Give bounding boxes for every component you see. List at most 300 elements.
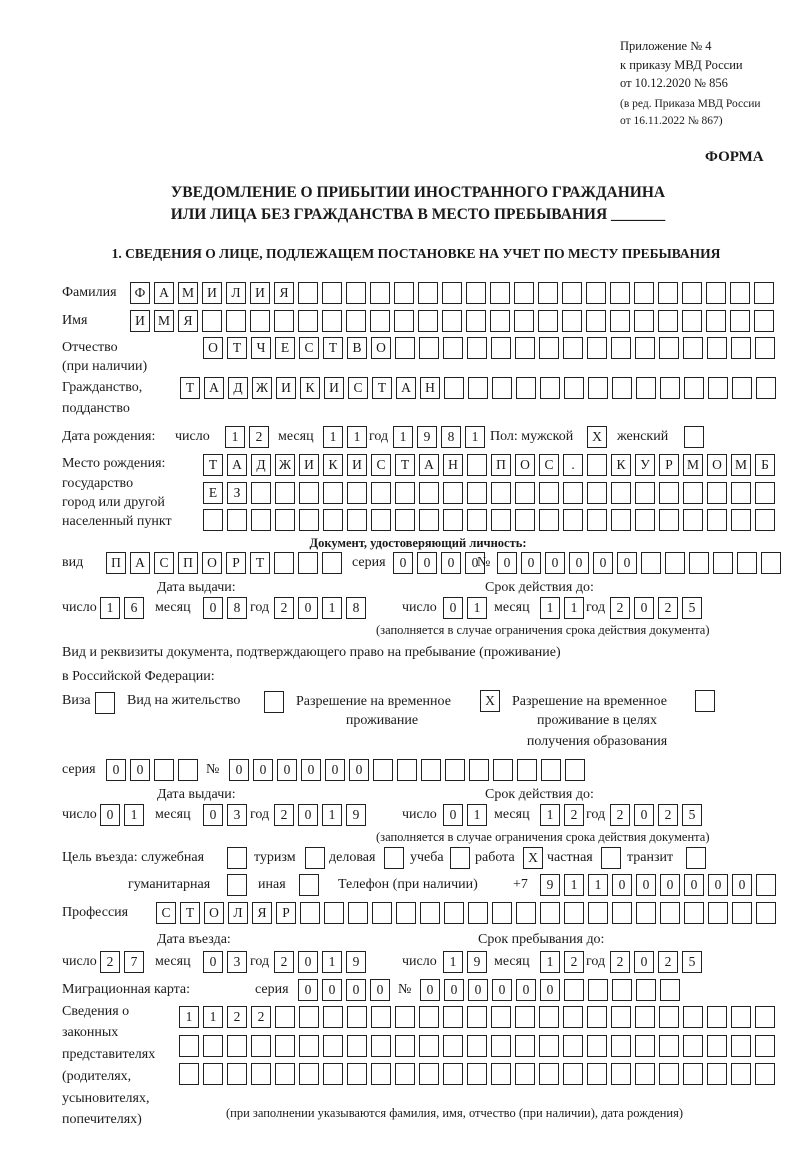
char-cell[interactable] (395, 1063, 415, 1085)
char-cell[interactable] (275, 1063, 295, 1085)
char-cell[interactable]: П (106, 552, 126, 574)
char-cell[interactable] (754, 282, 774, 304)
char-cell[interactable]: У (635, 454, 655, 476)
char-cell[interactable] (299, 482, 319, 504)
char-cell[interactable]: 0 (516, 979, 536, 1001)
char-cell[interactable] (227, 509, 247, 531)
char-cell[interactable] (684, 902, 704, 924)
char-cell[interactable]: П (491, 454, 511, 476)
char-cell[interactable] (731, 509, 751, 531)
char-cell[interactable]: М (178, 282, 198, 304)
char-cell[interactable]: З (227, 482, 247, 504)
char-cell[interactable] (695, 690, 715, 712)
char-cell[interactable] (371, 1035, 391, 1057)
char-cell[interactable] (683, 337, 703, 359)
char-cell[interactable] (394, 282, 414, 304)
char-cell[interactable]: А (204, 377, 224, 399)
char-cell[interactable]: О (204, 902, 224, 924)
char-cell[interactable] (731, 1063, 751, 1085)
char-cell[interactable] (612, 377, 632, 399)
migration-series-field[interactable] (298, 979, 394, 1001)
char-cell[interactable] (445, 759, 465, 781)
char-cell[interactable]: 0 (497, 552, 517, 574)
char-cell[interactable]: 2 (610, 804, 630, 826)
char-cell[interactable]: 6 (124, 597, 144, 619)
char-cell[interactable] (395, 1006, 415, 1028)
char-cell[interactable]: 8 (227, 597, 247, 619)
char-cell[interactable]: 9 (467, 951, 487, 973)
char-cell[interactable] (635, 1006, 655, 1028)
char-cell[interactable]: 5 (682, 804, 702, 826)
char-cell[interactable]: 3 (227, 804, 247, 826)
char-cell[interactable] (538, 282, 558, 304)
char-cell[interactable] (659, 482, 679, 504)
char-cell[interactable]: 1 (564, 874, 584, 896)
char-cell[interactable] (203, 1063, 223, 1085)
char-cell[interactable] (587, 509, 607, 531)
char-cell[interactable] (491, 1063, 511, 1085)
char-cell[interactable] (587, 1035, 607, 1057)
patronymic-field[interactable] (203, 337, 779, 359)
id-valid-day-field[interactable] (443, 597, 491, 619)
char-cell[interactable] (395, 1035, 415, 1057)
char-cell[interactable] (274, 310, 294, 332)
char-cell[interactable] (731, 337, 751, 359)
char-cell[interactable] (421, 759, 441, 781)
char-cell[interactable]: 1 (465, 426, 485, 448)
char-cell[interactable] (443, 1063, 463, 1085)
char-cell[interactable] (491, 509, 511, 531)
char-cell[interactable]: 8 (346, 597, 366, 619)
char-cell[interactable] (275, 1006, 295, 1028)
representatives-line1[interactable] (179, 1006, 779, 1028)
char-cell[interactable] (203, 1035, 223, 1057)
representatives-line3[interactable] (179, 1063, 779, 1085)
char-cell[interactable] (684, 377, 704, 399)
char-cell[interactable]: 0 (203, 597, 223, 619)
char-cell[interactable] (346, 310, 366, 332)
char-cell[interactable]: Ф (130, 282, 150, 304)
char-cell[interactable]: 0 (521, 552, 541, 574)
char-cell[interactable] (373, 759, 393, 781)
residence-checkbox[interactable] (264, 691, 288, 713)
char-cell[interactable]: Я (252, 902, 272, 924)
char-cell[interactable] (299, 874, 319, 896)
char-cell[interactable]: Р (226, 552, 246, 574)
char-cell[interactable]: М (683, 454, 703, 476)
female-checkbox[interactable] (684, 426, 708, 448)
char-cell[interactable] (419, 482, 439, 504)
char-cell[interactable] (565, 759, 585, 781)
char-cell[interactable]: Т (323, 337, 343, 359)
char-cell[interactable] (490, 310, 510, 332)
id-valid-month-field[interactable] (540, 597, 588, 619)
id-valid-year-field[interactable] (610, 597, 706, 619)
char-cell[interactable]: Т (395, 454, 415, 476)
char-cell[interactable] (466, 310, 486, 332)
char-cell[interactable] (634, 310, 654, 332)
char-cell[interactable]: А (154, 282, 174, 304)
char-cell[interactable] (467, 1006, 487, 1028)
char-cell[interactable] (419, 1063, 439, 1085)
char-cell[interactable] (611, 509, 631, 531)
name-field[interactable] (130, 310, 778, 332)
char-cell[interactable] (610, 310, 630, 332)
char-cell[interactable] (539, 509, 559, 531)
char-cell[interactable] (298, 552, 318, 574)
char-cell[interactable]: Ж (252, 377, 272, 399)
birth-month-field[interactable] (323, 426, 371, 448)
char-cell[interactable] (732, 377, 752, 399)
char-cell[interactable] (347, 1063, 367, 1085)
char-cell[interactable]: 9 (346, 804, 366, 826)
char-cell[interactable] (588, 902, 608, 924)
char-cell[interactable]: 8 (441, 426, 461, 448)
char-cell[interactable] (274, 552, 294, 574)
char-cell[interactable] (467, 509, 487, 531)
char-cell[interactable]: 0 (634, 804, 654, 826)
char-cell[interactable]: Л (226, 282, 246, 304)
stay-valid-day-field[interactable] (443, 804, 491, 826)
char-cell[interactable]: П (178, 552, 198, 574)
char-cell[interactable]: Д (228, 377, 248, 399)
char-cell[interactable] (539, 337, 559, 359)
char-cell[interactable] (563, 337, 583, 359)
char-cell[interactable] (612, 979, 632, 1001)
char-cell[interactable]: 0 (298, 951, 318, 973)
char-cell[interactable] (305, 847, 325, 869)
char-cell[interactable] (299, 509, 319, 531)
char-cell[interactable] (708, 902, 728, 924)
char-cell[interactable] (539, 1063, 559, 1085)
char-cell[interactable] (227, 847, 247, 869)
char-cell[interactable]: 0 (325, 759, 345, 781)
char-cell[interactable] (492, 902, 512, 924)
entry-day-field[interactable] (100, 951, 148, 973)
char-cell[interactable] (442, 282, 462, 304)
char-cell[interactable] (754, 310, 774, 332)
until-month-field[interactable] (540, 951, 588, 973)
char-cell[interactable] (419, 337, 439, 359)
char-cell[interactable]: Т (227, 337, 247, 359)
char-cell[interactable]: 1 (203, 1006, 223, 1028)
char-cell[interactable] (300, 902, 320, 924)
char-cell[interactable] (636, 377, 656, 399)
char-cell[interactable]: С (299, 337, 319, 359)
char-cell[interactable] (682, 310, 702, 332)
char-cell[interactable] (707, 482, 727, 504)
char-cell[interactable] (731, 1035, 751, 1057)
char-cell[interactable] (299, 1035, 319, 1057)
char-cell[interactable]: Д (251, 454, 271, 476)
char-cell[interactable] (347, 1006, 367, 1028)
char-cell[interactable]: Е (275, 337, 295, 359)
char-cell[interactable]: 0 (569, 552, 589, 574)
char-cell[interactable]: 0 (203, 804, 223, 826)
char-cell[interactable]: Я (274, 282, 294, 304)
char-cell[interactable]: С (371, 454, 391, 476)
purpose-private-checkbox[interactable] (601, 847, 625, 869)
char-cell[interactable] (178, 759, 198, 781)
char-cell[interactable] (491, 1006, 511, 1028)
char-cell[interactable] (683, 1006, 703, 1028)
char-cell[interactable] (347, 509, 367, 531)
char-cell[interactable] (515, 1006, 535, 1028)
char-cell[interactable] (732, 902, 752, 924)
char-cell[interactable] (611, 337, 631, 359)
until-year-field[interactable] (610, 951, 706, 973)
char-cell[interactable] (179, 1035, 199, 1057)
char-cell[interactable]: 0 (617, 552, 637, 574)
char-cell[interactable]: О (202, 552, 222, 574)
stay-series-field[interactable] (106, 759, 202, 781)
char-cell[interactable]: О (707, 454, 727, 476)
char-cell[interactable] (298, 310, 318, 332)
char-cell[interactable] (517, 759, 537, 781)
char-cell[interactable]: К (323, 454, 343, 476)
char-cell[interactable]: Ч (251, 337, 271, 359)
char-cell[interactable] (755, 1063, 775, 1085)
char-cell[interactable] (756, 902, 776, 924)
char-cell[interactable]: 9 (540, 874, 560, 896)
char-cell[interactable] (371, 482, 391, 504)
char-cell[interactable] (708, 377, 728, 399)
char-cell[interactable] (442, 310, 462, 332)
char-cell[interactable] (227, 1035, 247, 1057)
char-cell[interactable] (539, 1006, 559, 1028)
entry-month-field[interactable] (203, 951, 251, 973)
char-cell[interactable]: Н (420, 377, 440, 399)
char-cell[interactable] (396, 902, 416, 924)
char-cell[interactable]: 2 (274, 597, 294, 619)
char-cell[interactable] (755, 509, 775, 531)
char-cell[interactable] (346, 282, 366, 304)
char-cell[interactable] (298, 282, 318, 304)
char-cell[interactable]: 1 (467, 804, 487, 826)
char-cell[interactable] (251, 482, 271, 504)
char-cell[interactable]: Т (180, 377, 200, 399)
char-cell[interactable]: 1 (100, 597, 120, 619)
purpose-transit-checkbox[interactable] (686, 847, 710, 869)
char-cell[interactable] (610, 282, 630, 304)
char-cell[interactable]: 1 (124, 804, 144, 826)
char-cell[interactable]: 1 (322, 597, 342, 619)
char-cell[interactable]: 0 (229, 759, 249, 781)
char-cell[interactable]: 2 (610, 597, 630, 619)
char-cell[interactable]: 0 (634, 597, 654, 619)
char-cell[interactable]: 0 (636, 874, 656, 896)
char-cell[interactable] (492, 377, 512, 399)
id-issue-year-field[interactable] (274, 597, 370, 619)
char-cell[interactable] (684, 426, 704, 448)
char-cell[interactable]: 0 (684, 874, 704, 896)
char-cell[interactable] (370, 282, 390, 304)
purpose-other-checkbox[interactable] (299, 874, 323, 896)
char-cell[interactable] (601, 847, 621, 869)
char-cell[interactable]: 0 (346, 979, 366, 1001)
char-cell[interactable] (682, 282, 702, 304)
char-cell[interactable]: В (347, 337, 367, 359)
phone-field[interactable] (540, 874, 780, 896)
char-cell[interactable] (563, 509, 583, 531)
char-cell[interactable]: 1 (467, 597, 487, 619)
char-cell[interactable] (516, 377, 536, 399)
char-cell[interactable] (634, 282, 654, 304)
char-cell[interactable]: 9 (346, 951, 366, 973)
char-cell[interactable] (611, 1006, 631, 1028)
char-cell[interactable] (587, 337, 607, 359)
char-cell[interactable]: И (324, 377, 344, 399)
char-cell[interactable]: С (539, 454, 559, 476)
char-cell[interactable] (264, 691, 284, 713)
char-cell[interactable]: С (348, 377, 368, 399)
char-cell[interactable] (323, 1035, 343, 1057)
char-cell[interactable] (731, 482, 751, 504)
char-cell[interactable] (251, 1035, 271, 1057)
migration-number-field[interactable] (420, 979, 684, 1001)
char-cell[interactable] (443, 482, 463, 504)
char-cell[interactable] (515, 482, 535, 504)
char-cell[interactable] (587, 482, 607, 504)
char-cell[interactable] (395, 509, 415, 531)
char-cell[interactable]: Т (250, 552, 270, 574)
char-cell[interactable]: 0 (465, 552, 485, 574)
char-cell[interactable]: 0 (634, 951, 654, 973)
char-cell[interactable]: 2 (658, 804, 678, 826)
char-cell[interactable]: Ж (275, 454, 295, 476)
birth-day-field[interactable] (225, 426, 273, 448)
char-cell[interactable] (562, 282, 582, 304)
stay-issue-day-field[interactable] (100, 804, 148, 826)
char-cell[interactable] (203, 509, 223, 531)
char-cell[interactable] (154, 759, 174, 781)
id-doc-number-field[interactable] (497, 552, 785, 574)
char-cell[interactable]: 0 (393, 552, 413, 574)
char-cell[interactable] (468, 377, 488, 399)
char-cell[interactable]: Р (659, 454, 679, 476)
char-cell[interactable] (586, 310, 606, 332)
char-cell[interactable]: 3 (227, 951, 247, 973)
char-cell[interactable] (443, 1035, 463, 1057)
birthplace-line1[interactable] (203, 454, 779, 476)
char-cell[interactable] (323, 1006, 343, 1028)
char-cell[interactable] (564, 902, 584, 924)
char-cell[interactable] (587, 1006, 607, 1028)
char-cell[interactable]: 0 (593, 552, 613, 574)
char-cell[interactable]: 0 (660, 874, 680, 896)
char-cell[interactable]: 0 (492, 979, 512, 1001)
char-cell[interactable]: 2 (227, 1006, 247, 1028)
char-cell[interactable] (683, 1063, 703, 1085)
char-cell[interactable] (179, 1063, 199, 1085)
birthplace-line2[interactable] (203, 482, 779, 504)
male-checkbox[interactable] (587, 426, 611, 448)
char-cell[interactable] (467, 454, 487, 476)
char-cell[interactable]: О (371, 337, 391, 359)
char-cell[interactable] (706, 282, 726, 304)
char-cell[interactable] (324, 902, 344, 924)
char-cell[interactable]: 0 (370, 979, 390, 1001)
char-cell[interactable] (713, 552, 733, 574)
char-cell[interactable]: 0 (443, 597, 463, 619)
char-cell[interactable] (683, 1035, 703, 1057)
char-cell[interactable] (443, 1006, 463, 1028)
stay-valid-year-field[interactable] (610, 804, 706, 826)
char-cell[interactable] (348, 902, 368, 924)
char-cell[interactable]: 1 (322, 951, 342, 973)
char-cell[interactable] (443, 509, 463, 531)
char-cell[interactable] (515, 509, 535, 531)
char-cell[interactable]: 0 (253, 759, 273, 781)
char-cell[interactable]: 0 (298, 597, 318, 619)
char-cell[interactable] (347, 482, 367, 504)
char-cell[interactable]: 5 (682, 597, 702, 619)
char-cell[interactable] (227, 1063, 247, 1085)
char-cell[interactable] (467, 1035, 487, 1057)
stay-issue-month-field[interactable] (203, 804, 251, 826)
char-cell[interactable]: 1 (179, 1006, 199, 1028)
char-cell[interactable]: Н (443, 454, 463, 476)
char-cell[interactable] (275, 1035, 295, 1057)
citizenship-field[interactable] (180, 377, 780, 399)
char-cell[interactable] (384, 847, 404, 869)
purpose-business-checkbox[interactable] (384, 847, 408, 869)
char-cell[interactable]: 1 (564, 597, 584, 619)
temp-residence-checkbox[interactable] (480, 690, 504, 712)
char-cell[interactable] (730, 282, 750, 304)
stay-number-field[interactable] (229, 759, 589, 781)
char-cell[interactable] (467, 1063, 487, 1085)
char-cell[interactable]: 1 (322, 804, 342, 826)
char-cell[interactable] (755, 1006, 775, 1028)
char-cell[interactable] (611, 1035, 631, 1057)
char-cell[interactable] (641, 552, 661, 574)
char-cell[interactable]: 1 (588, 874, 608, 896)
char-cell[interactable] (731, 1006, 751, 1028)
char-cell[interactable]: 1 (443, 951, 463, 973)
char-cell[interactable]: 2 (274, 804, 294, 826)
char-cell[interactable]: 0 (468, 979, 488, 1001)
char-cell[interactable] (756, 874, 776, 896)
char-cell[interactable] (755, 1035, 775, 1057)
purpose-tourism-checkbox[interactable] (305, 847, 329, 869)
char-cell[interactable] (466, 282, 486, 304)
char-cell[interactable] (562, 310, 582, 332)
char-cell[interactable] (540, 377, 560, 399)
char-cell[interactable] (707, 1006, 727, 1028)
char-cell[interactable]: И (202, 282, 222, 304)
char-cell[interactable] (467, 337, 487, 359)
char-cell[interactable]: 2 (274, 951, 294, 973)
char-cell[interactable] (372, 902, 392, 924)
char-cell[interactable]: 2 (249, 426, 269, 448)
char-cell[interactable]: 1 (225, 426, 245, 448)
char-cell[interactable] (665, 552, 685, 574)
char-cell[interactable] (761, 552, 781, 574)
char-cell[interactable]: 1 (393, 426, 413, 448)
char-cell[interactable] (467, 482, 487, 504)
char-cell[interactable] (299, 1063, 319, 1085)
char-cell[interactable]: С (156, 902, 176, 924)
char-cell[interactable]: К (611, 454, 631, 476)
char-cell[interactable]: 0 (540, 979, 560, 1001)
char-cell[interactable] (469, 759, 489, 781)
char-cell[interactable] (658, 310, 678, 332)
char-cell[interactable]: 0 (349, 759, 369, 781)
char-cell[interactable]: А (419, 454, 439, 476)
char-cell[interactable]: 2 (100, 951, 120, 973)
char-cell[interactable]: 0 (612, 874, 632, 896)
